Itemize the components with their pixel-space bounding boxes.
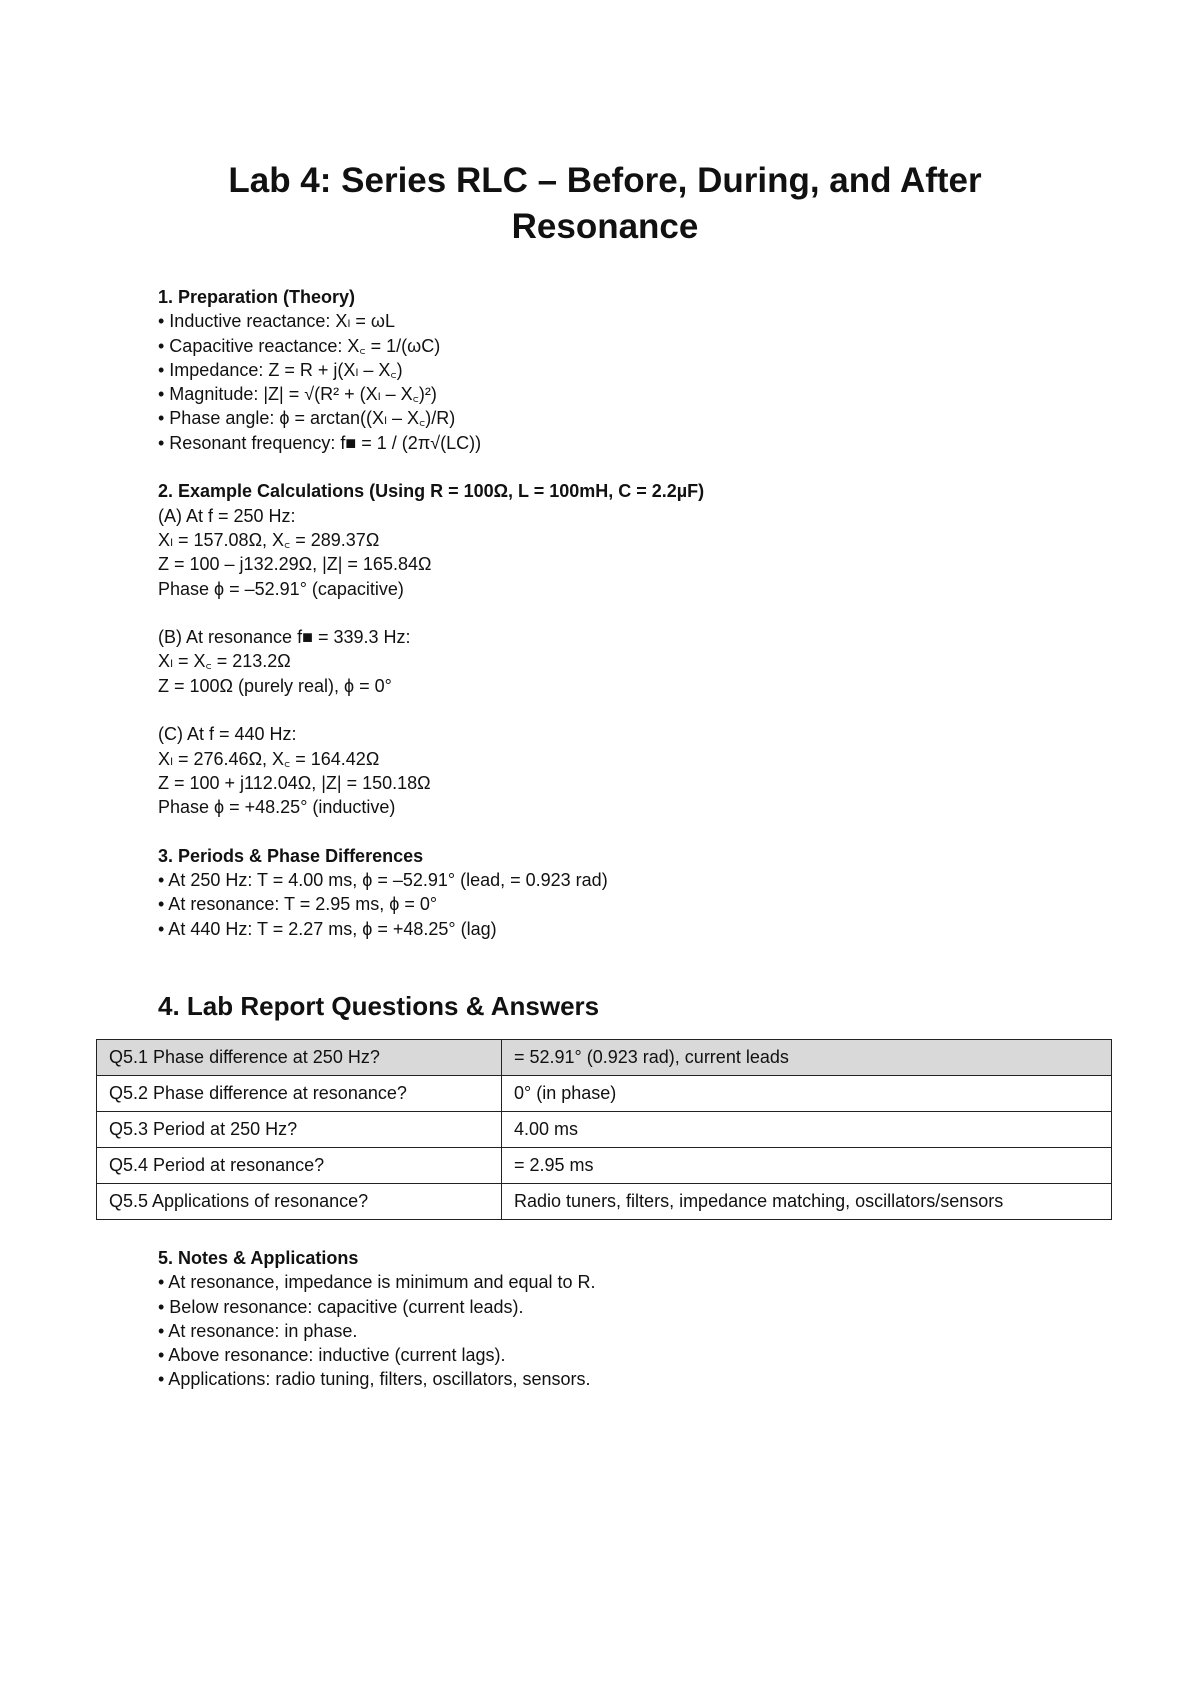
calc-line: Xₗ = X꜀ = 213.2Ω <box>158 651 291 672</box>
calculations-heading: 2. Example Calculations (Using R = 100Ω, L = 100mH, C = 2.2µF) <box>158 481 705 502</box>
note-line: • At resonance, impedance is minimum and equal to R. <box>158 1272 596 1293</box>
calc-line: Phase ϕ = –52.91° (capacitive) <box>158 578 404 599</box>
qa-heading: 4. Lab Report Questions & Answers <box>158 991 600 1021</box>
calc-line: (C) At f = 440 Hz: <box>158 724 297 745</box>
calc-line: (A) At f = 250 Hz: <box>158 505 296 526</box>
qa-table <box>96 1039 1112 1220</box>
period-line: • At resonance: T = 2.95 ms, ϕ = 0° <box>158 894 438 915</box>
note-line: • Applications: radio tuning, filters, oscillators, sensors. <box>158 1369 591 1390</box>
calc-line: Xₗ = 276.46Ω, X꜀ = 164.42Ω <box>158 748 380 769</box>
note-line: • Below resonance: capacitive (current leads). <box>158 1296 524 1317</box>
note-line: • Above resonance: inductive (current lags). <box>158 1345 506 1366</box>
preparation-section <box>158 285 1118 941</box>
answer-cell: = 52.91° (0.923 rad), current leads <box>502 1040 1112 1076</box>
theory-line: • Resonant frequency: f■ = 1 / (2π√(LC)) <box>158 432 482 453</box>
notes-heading: 5. Notes & Applications <box>158 1248 359 1268</box>
notes-section <box>158 1246 1118 1392</box>
table-row <box>97 1184 1112 1220</box>
answer-cell: 0° (in phase) <box>502 1076 1112 1112</box>
theory-line: • Capacitive reactance: X꜀ = 1/(ωC) <box>158 335 441 356</box>
theory-line: • Magnitude: |Z| = √(R² + (Xₗ – X꜀)²) <box>158 384 437 405</box>
table-row <box>97 1112 1112 1148</box>
calc-line: Z = 100 – j132.29Ω, |Z| = 165.84Ω <box>158 554 432 575</box>
question-cell: Q5.5 Applications of resonance? <box>97 1184 502 1220</box>
theory-line: • Phase angle: ϕ = arctan((Xₗ – X꜀)/R) <box>158 408 456 429</box>
answer-cell: 4.00 ms <box>502 1112 1112 1148</box>
question-cell: Q5.4 Period at resonance? <box>97 1148 502 1184</box>
calc-line: Z = 100Ω (purely real), ϕ = 0° <box>158 675 392 696</box>
note-line: • At resonance: in phase. <box>158 1320 358 1341</box>
calc-line: Phase ϕ = +48.25° (inductive) <box>158 797 396 818</box>
period-line: • At 250 Hz: T = 4.00 ms, ϕ = –52.91° (lead, = 0.923 rad) <box>158 870 608 891</box>
theory-line: • Impedance: Z = R + j(Xₗ – X꜀) <box>158 359 403 380</box>
periods-heading: 3. Periods & Phase Differences <box>158 845 424 866</box>
table-row <box>97 1040 1112 1076</box>
question-cell: Q5.2 Phase difference at resonance? <box>97 1076 502 1112</box>
calc-line: (B) At resonance f■ = 339.3 Hz: <box>158 627 411 648</box>
calc-line: Xₗ = 157.08Ω, X꜀ = 289.37Ω <box>158 529 380 550</box>
question-cell: Q5.3 Period at 250 Hz? <box>97 1112 502 1148</box>
preparation-heading: 1. Preparation (Theory) <box>158 287 356 307</box>
answer-cell: Radio tuners, filters, impedance matching, oscillators/sensors <box>502 1184 1112 1220</box>
answer-cell: = 2.95 ms <box>502 1148 1112 1184</box>
table-row <box>97 1076 1112 1112</box>
page-title: Lab 4: Series RLC – Before, During, and After Resonance <box>228 161 982 246</box>
question-cell: Q5.1 Phase difference at 250 Hz? <box>97 1040 502 1076</box>
calc-line: Z = 100 + j112.04Ω, |Z| = 150.18Ω <box>158 772 431 793</box>
table-row <box>97 1148 1112 1184</box>
period-line: • At 440 Hz: T = 2.27 ms, ϕ = +48.25° (lag) <box>158 918 497 939</box>
theory-line: • Inductive reactance: Xₗ = ωL <box>158 311 395 332</box>
